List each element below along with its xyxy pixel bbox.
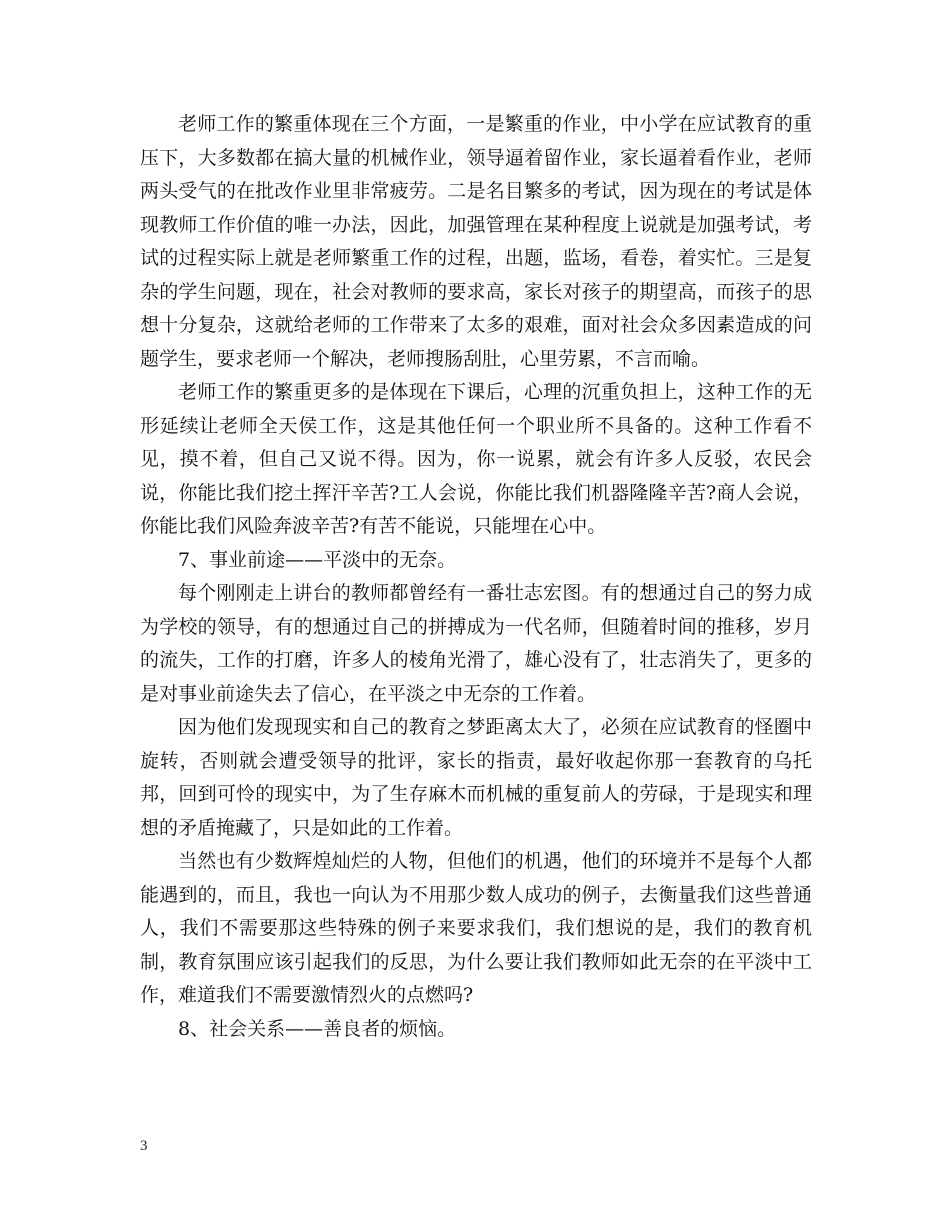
paragraph-reality-gap: 因为他们发现现实和自己的教育之梦距离太大了，必须在应试教育的怪圈中旋转，否则就会遭受领导的批评，家长的指责，最好收起你那一套教育的乌托邦，回到可怜的现实中，为了生存麻木而机械的重复前人的劳碌，于是现实和理想的矛盾掩藏了，只是如此的工作着。	[140, 716, 812, 839]
paragraph-reflection: 当然也有少数辉煌灿烂的人物，但他们的机遇，他们的环境并不是每个人都能遇到的，而且，我也一向认为不用那少数人成功的例子，去衡量我们这些普通人，我们不需要那这些特殊的例子来要求我们，我们想说的是，我们的教育机制，教育氛围应该引起我们的反思，为什么要让我们教师如此无奈的在平淡中工作，难道我们不需要激情烈火的点燃吗?	[140, 850, 812, 1006]
page-number: 3	[140, 1138, 148, 1154]
section-heading-career-prospects: 7、事业前途——平淡中的无奈。	[178, 548, 457, 571]
paragraph-after-class-burden: 老师工作的繁重更多的是体现在下课后，心理的沉重负担上，这种工作的无形延续让老师全天侯工作，这是其他任何一个职业所不具备的。这种工作看不见，摸不着，但自己又说不得。因为，你一说累，就会有许多人反驳，农民会说，你能比我们挖土挥汗辛苦?工人会说，你能比我们机器隆隆辛苦?商人会说，你能比我们风险奔波辛苦?有苦不能说，只能埋在心中。	[140, 381, 812, 537]
document-body	[140, 108, 812, 1046]
paragraph-ambitions: 每个刚刚走上讲台的教师都曾经有一番壮志宏图。有的想通过自己的努力成为学校的领导，有的想通过自己的拼搏成为一代名师，但随着时间的推移，岁月的流失，工作的打磨，许多人的棱角光滑了，雄心没有了，壮志消失了，更多的是对事业前途失去了信心，在平淡之中无奈的工作着。	[140, 582, 812, 705]
paragraph-workload-aspects: 老师工作的繁重体现在三个方面，一是繁重的作业，中小学在应试教育的重压下，大多数都在搞大量的机械作业，领导逼着留作业，家长逼着看作业，老师两头受气的在批改作业里非常疲劳。二是名目繁多的考试，因为现在的考试是体现教师工作价值的唯一办法，因此，加强管理在某种程度上说就是加强考试，考试的过程实际上就是老师繁重工作的过程，出题，监场，看卷，着实忙。三是复杂的学生问题，现在，社会对教师的要求高，家长对孩子的期望高，而孩子的思想十分复杂，这就给老师的工作带来了太多的艰难，面对社会众多因素造成的问题学生，要求老师一个解决，老师搜肠刮肚，心里劳累，不言而喻。	[140, 113, 812, 370]
section-heading-social-relations: 8、社会关系——善良者的烦恼。	[178, 1017, 457, 1040]
